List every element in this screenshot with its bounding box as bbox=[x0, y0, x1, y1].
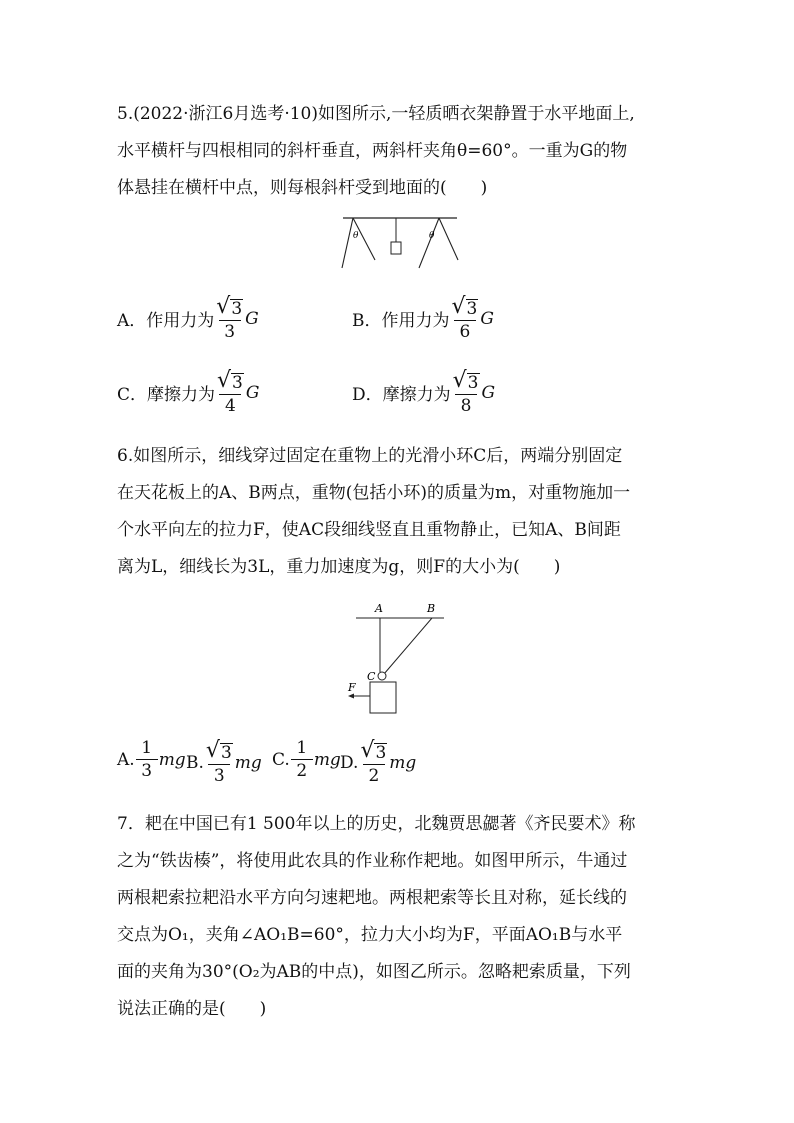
q5-option-d-suffix: G bbox=[481, 382, 496, 403]
q6-option-c-denominator: 2 bbox=[291, 759, 313, 780]
q6-option-b-suffix: mg bbox=[234, 752, 262, 773]
q6-option-a-prefix: A. bbox=[117, 750, 135, 770]
q5-line-2: 水平横杆与四根相同的斜杆垂直，两斜杆夹角θ=60°。一重为G的物 bbox=[117, 141, 628, 161]
q6-option-b-prefix: B. bbox=[186, 752, 204, 773]
q6-label-f: F bbox=[348, 681, 356, 694]
q5-option-a-radicand: 3 bbox=[231, 299, 243, 319]
q5-option-b-denominator: 6 bbox=[454, 320, 476, 341]
q6-option-a-numerator: 1 bbox=[141, 738, 153, 758]
q5-option-a-fraction: √ 3 3 bbox=[216, 294, 243, 342]
q6-label-c: C bbox=[367, 670, 376, 683]
q5-option-c[interactable] bbox=[117, 370, 259, 415]
q6-option-b-fraction: √ 3 3 bbox=[205, 738, 232, 786]
q5-option-a-suffix: G bbox=[245, 308, 259, 329]
q5-theta-left: θ bbox=[353, 231, 359, 241]
q5-option-d-prefix: D．摩擦力为 bbox=[352, 385, 451, 405]
q5-option-b[interactable] bbox=[352, 296, 494, 341]
q6-option-c-fraction bbox=[291, 740, 313, 780]
q6-option-a-denominator: 3 bbox=[136, 759, 158, 780]
q5-option-b-suffix: G bbox=[480, 308, 494, 329]
q5-option-b-radicand: 3 bbox=[466, 299, 478, 319]
q6-force-arrowhead bbox=[348, 694, 354, 699]
q7-line-1: 7．耙在中国已有1 500年以上的历史，北魏贾思勰著《齐民要术》称 bbox=[117, 814, 636, 834]
q6-label-a: A bbox=[375, 602, 383, 615]
q6-option-d-suffix: mg bbox=[389, 752, 417, 773]
q6-option-b-denominator: 3 bbox=[208, 764, 230, 785]
q5-line-3: 体悬挂在横杆中点，则每根斜杆受到地面的( ) bbox=[117, 178, 488, 198]
q7-line-3: 两根耙索拉耙沿水平方向匀速耙地。两根耙索等长且对称，延长线的 bbox=[117, 888, 627, 908]
q6-option-d-denominator: 2 bbox=[363, 764, 385, 785]
q5-option-b-fraction: √ 3 6 bbox=[451, 294, 478, 342]
q5-clothes-rack-figure bbox=[335, 212, 465, 274]
q5-option-d[interactable] bbox=[352, 370, 495, 415]
q5-left-rod-outer bbox=[342, 218, 353, 268]
q6-option-d-fraction: √ 3 2 bbox=[360, 738, 387, 786]
q5-option-a-denominator: 3 bbox=[219, 320, 241, 341]
q6-option-d[interactable] bbox=[340, 740, 416, 785]
q6-option-b-radicand: 3 bbox=[220, 743, 232, 763]
q6-weight-block bbox=[370, 682, 396, 713]
q6-option-d-radicand: 3 bbox=[375, 743, 387, 763]
q5-option-d-fraction: √ 3 8 bbox=[452, 368, 479, 416]
q6-string-bc bbox=[384, 618, 432, 674]
q5-option-a[interactable] bbox=[117, 296, 259, 341]
q6-option-c-numerator: 1 bbox=[296, 738, 308, 758]
q6-ring bbox=[378, 672, 386, 680]
q7-line-5: 面的夹角为30°(O₂为AB的中点)，如图乙所示。忽略耙索质量，下列 bbox=[117, 962, 631, 982]
q7-line-4: 交点为O₁，夹角∠AO₁B=60°，拉力大小均为F，平面AO₁B与水平 bbox=[117, 925, 623, 945]
q5-line-1: 5.(2022·浙江6月选考·10)如图所示,一轻质晒衣架静置于水平地面上, bbox=[117, 104, 635, 124]
q5-option-c-suffix: G bbox=[245, 382, 260, 403]
q5-right-rod-outer bbox=[439, 218, 458, 260]
q5-option-d-radicand: 3 bbox=[467, 373, 479, 393]
q6-option-c[interactable] bbox=[272, 740, 341, 780]
q5-theta-right: θ bbox=[429, 231, 435, 241]
q6-option-c-prefix: C. bbox=[272, 750, 290, 770]
q6-option-b[interactable] bbox=[186, 740, 262, 785]
q6-option-c-suffix: mg bbox=[313, 750, 341, 770]
q5-option-c-fraction: √ 3 4 bbox=[217, 368, 243, 416]
q5-option-a-prefix: A．作用力为 bbox=[117, 311, 215, 331]
q6-label-b: B bbox=[427, 602, 436, 615]
q6-line-2: 在天花板上的A、B两点，重物(包括小环)的质量为m，对重物施加一 bbox=[117, 483, 631, 503]
q5-option-c-radicand: 3 bbox=[232, 373, 243, 393]
q6-option-a-fraction bbox=[136, 740, 158, 780]
q6-option-d-prefix: D. bbox=[340, 752, 359, 773]
q6-string-ring-figure bbox=[340, 598, 452, 718]
q6-line-3: 个水平向左的拉力F，使AC段细线竖直且重物静止，已知A、B间距 bbox=[117, 520, 621, 540]
q5-right-rod-inner bbox=[419, 218, 439, 268]
q5-option-d-denominator: 8 bbox=[455, 394, 477, 415]
q5-option-c-prefix: C．摩擦力为 bbox=[117, 385, 216, 405]
q7-line-2: 之为“铁齿楱”，将使用此农具的作业称作耙地。如图甲所示，牛通过 bbox=[117, 851, 628, 871]
q5-option-c-denominator: 4 bbox=[219, 394, 241, 415]
q5-hanging-weight bbox=[391, 242, 401, 254]
q6-line-4: 离为L，细线长为3L，重力加速度为g，则F的大小为( ) bbox=[117, 557, 561, 577]
q7-line-6: 说法正确的是( ) bbox=[117, 999, 267, 1019]
q5-option-b-prefix: B．作用力为 bbox=[352, 311, 450, 331]
q6-option-a[interactable] bbox=[117, 740, 186, 780]
q6-option-a-suffix: mg bbox=[158, 750, 186, 770]
q6-line-1: 6.如图所示，细线穿过固定在重物上的光滑小环C后，两端分别固定 bbox=[117, 446, 623, 466]
